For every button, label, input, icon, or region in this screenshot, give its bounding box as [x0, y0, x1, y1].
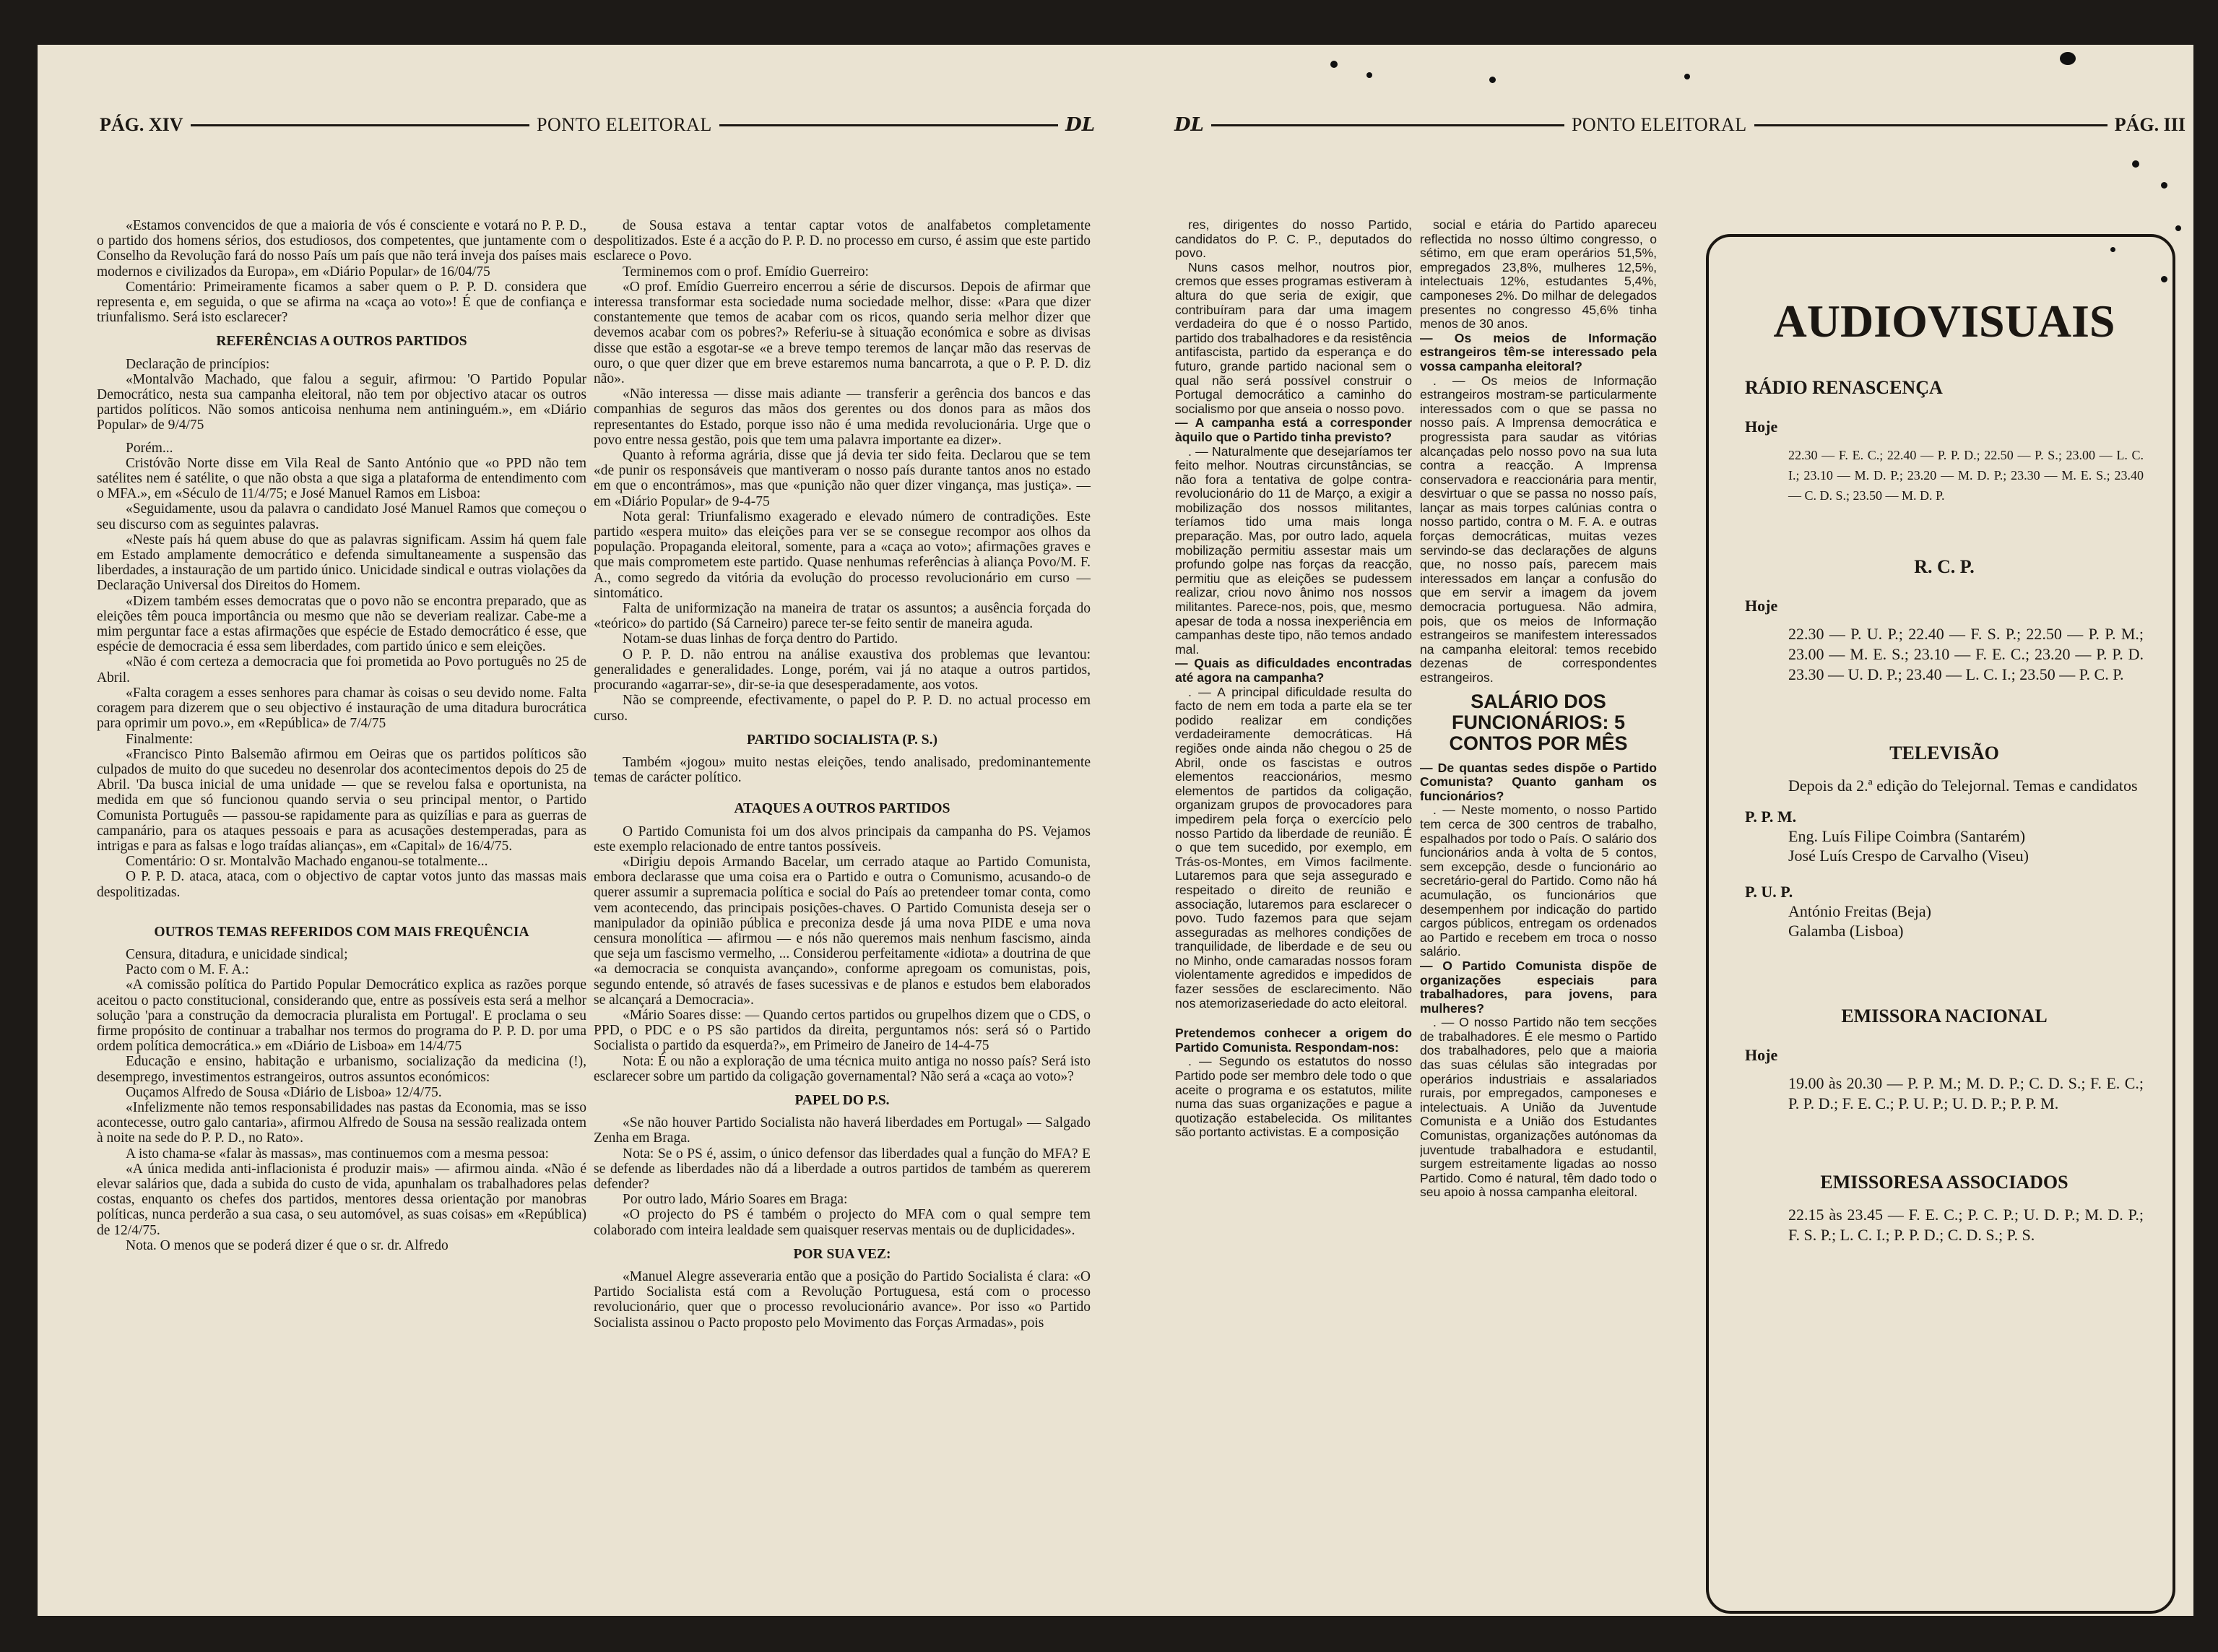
ink-spot: [2110, 247, 2115, 252]
section-heading: POR SUA VEZ:: [793, 1246, 891, 1262]
paragraph: Comentário: Primeiramente ficamos a saber quem o P. P. D. considera que representa e, em seguida, o que se afirma na «caça ao voto»! É que de confiança e triunfalismo. Será isto esclarecer?: [97, 279, 586, 326]
paragraph: . — Neste momento, o nosso Partido tem cerca de 300 centros de trabalho, espalhados por todo o País. O salário dos funcionários anda à volta de 5 contos, sem excepção, desde o funcionário ao secretário-geral do Partido. Como não há acumulação, os funcionários que desempenhem por indicação do partido cargos públicos, entregam os ordenados ao Partido e recebem em troca o nosso salário.: [1420, 803, 1657, 959]
paragraph: social e etária do Partido apareceu reflectida no nosso último congresso, o sétimo, em que eram operários 51,5%, empregados 23,8%, mulheres 12,5%, intelectuais 12%, estudantes 5,4%, camponeses 2%. Do milhar de delegados presentes no congresso 45,6% tinha menos de 30 anos.: [1420, 218, 1657, 332]
candidate-name: Galamba (Lisboa): [1788, 922, 1904, 940]
section-heading: PAPEL DO P.S.: [794, 1092, 890, 1108]
paragraph: «Francisco Pinto Balsemão afirmou em Oeiras que os partidos políticos são culpados de muito do que sucedeu no desenrolar dos acontecimentos depois do 25 de Abril. 'Da busca inicial de uma unidade — que se revelou falsa e oportunista, na medida em que só funcionou quando servia o seu principal mentor, o Partido Comunista Português — passou-se rapidamente para as quizílias e para as guerras de campanário, para os ataques pessoais e para as acusações destemperadas, para as intrigas e para as falsas e logo traídas alianças», em «Capital» de 16/4/75.: [97, 746, 586, 854]
header-rule: [1211, 124, 1564, 126]
header-rule: [191, 124, 529, 126]
paragraph: «A comissão política do Partido Popular Democrático explica as razões porque aceitou o pacto constitucional, considerando que, entre as possíveis esta será a melhor solução 'para a construção da democracia pluralista em Portugal'. E proclama o seu firme propósito de continuar a trabalhar nos termos do programa do P. P. D. por uma ordem política democrática.» em «Diário de Lisboa» em 14/4/75: [97, 977, 586, 1055]
section-title-left: PONTO ELEITORAL: [537, 114, 712, 135]
ink-spot: [2161, 182, 2167, 189]
station-heading: TELEVISÃO: [1889, 743, 1999, 764]
dl-logo: DL: [1065, 114, 1095, 136]
left-header: [100, 113, 1095, 137]
paragraph: Nota geral: Triunfalismo exagerado e elevado número de contradições. Este partido «espera muito» das eleições para ver se se consegue recompor aos olhos da população. Propaganda eleitoral, somente, para a «caça ao voto»; afirmações graves e que mais comprometem este partido. Quase nenhumas referências à aliança Povo/M. F. A., como segredo da vitória da evolução do processo revolucionário em curso — sintomático.: [594, 509, 1091, 601]
today-label: Hoje: [1745, 1046, 1778, 1064]
paragraph: Comentário: O sr. Montalvão Machado enganou-se totalmente...: [126, 854, 488, 870]
paragraph: «Não é com certeza a democracia que foi prometida ao Povo português no 25 de Abril.: [97, 654, 586, 686]
candidate-name: Eng. Luís Filipe Coimbra (Santarém): [1788, 827, 2026, 845]
paragraph: Terminemos com o prof. Emídio Guerreiro:: [623, 264, 869, 280]
paragraph: res, dirigentes do nosso Partido, candidatos do P. C. P., deputados do povo.: [1175, 218, 1412, 261]
paragraph: Porém...: [126, 440, 173, 456]
paragraph: «Dizem também esses democratas que o povo não se encontra preparado, que as eleições têm pouca importância ou mesmo que não se deveriam realizar. Cabe-me a mim perguntar face a estas afirmações que espécie de Estado democrático é esse, que espécie de democracia é essa sem liberdades, com partido único e sem eleições.: [97, 593, 586, 655]
interview-question: — O Partido Comunista dispõe de organizações especiais para trabalhadores, para jovens, para mulheres?: [1420, 958, 1657, 1016]
schedule-text: Depois da 2.ª edição do Telejornal. Temas e candidatos: [1788, 777, 2138, 795]
header-rule: [719, 124, 1058, 126]
station-heading: EMISSORESA ASSOCIADOS: [1820, 1172, 2068, 1193]
paragraph: «Não interessa — disse mais adiante — transferir a gerência dos bancos e das companhias de seguros das mãos dos gerentes ou dos donos para as mãos dos representantes do Estado, porque isso não é uma medida revolucionária. Urge que o povo entre nessa gestão, pois que tem uma palavra importante ea dizer».: [594, 386, 1091, 448]
page-label-left: PÁG. XIV: [100, 114, 183, 135]
paragraph: . — Os meios de Informação estrangeiros mostram-se particularmente interessados com o que se passa no nosso país. A Imprensa democrática e progressista para saudar as vitórias alcançadas pelo nosso povo na sua luta contra a reacção. A Imprensa conservadora e reaccionária para mentir, desvirtuar o que se passa no nosso país, lançar as mais torpes calúnias contra o nosso partido, contra o M. F. A. e outras forças democráticas, muitas vezes servindo-se das declarações de alguns que, no nosso país, parecem mais interessados em lançar a confusão do que em servir a imagem da jovem democracia portuguesa. Não admira, pois, que os meios de Informação estrangeiros se manifestem interessados na campanha eleitoral: temos recebido dezenas de correspondentes estrangeiros.: [1420, 373, 1657, 685]
paragraph: «A única medida anti-inflacionista é produzir mais» — afirmou ainda. «Não é elevar salários que, dada a subida do custo de vida, apunhalam os trabalhadores pelas costas, enquanto os chefes dos partidos, mentores dessa orientação por manobras políticas, nunca perderão a sua casa, o seu automóvel, as suas coisas» em «República) de 12/4/75.: [97, 1161, 586, 1238]
paragraph: «Infelizmente não temos responsabilidades nas pastas da Economia, mas se isso acontecesse, outro galo cantaria», afirmou Alfredo de Sousa na sessão realizada ontem à noite na sede do P. P. D., no Rato».: [97, 1099, 586, 1146]
paragraph: Por outro lado, Mário Soares em Braga:: [623, 1192, 848, 1208]
box-title: AUDIOVISUAIS: [1773, 295, 2115, 347]
paragraph: O P. P. D. ataca, ataca, com o objectivo de captar votos junto das massas mais despolitizadas.: [97, 869, 586, 900]
paragraph: O Partido Comunista foi um dos alvos principais da campanha do PS. Vejamos este exemplo relacionado de entre tantos possíveis.: [594, 823, 1091, 855]
ink-spot: [1330, 61, 1338, 68]
candidate-name: José Luís Crespo de Carvalho (Viseu): [1788, 847, 2029, 865]
station-heading: EMISSORA NACIONAL: [1841, 1006, 2048, 1026]
interview-question: Pretendemos conhecer a origem do Partido Comunista. Respondam-nos:: [1175, 1026, 1412, 1055]
interview-question: — Os meios de Informação estrangeiros têm-se interessado pela vossa campanha eleitoral?: [1420, 330, 1657, 373]
ink-spot: [1684, 74, 1690, 79]
section-heading: OUTROS TEMAS REFERIDOS COM MAIS FREQUÊNCIA: [154, 924, 529, 940]
today-label: Hoje: [1745, 418, 1778, 436]
paragraph: Nota. O menos que se poderá dizer é que o sr. dr. Alfredo: [126, 1237, 449, 1253]
ink-spot: [2132, 160, 2139, 168]
paragraph: «Falta coragem a esses senhores para chamar às coisas o seu devido nome. Falta coragem para dizerem que o seu objectivo é instauração de uma ditadura burocrática para oprimir um povo.», em «República» de 7/4/75: [97, 685, 586, 732]
ink-spot: [2060, 52, 2076, 65]
paragraph: . — Segundo os estatutos do nosso Partido pode ser membro dele todo o que aceite o programa e os estatutos, milite numa das suas organizações e pague a quotização estabelecida. Os militantes são portanto activistas. E a composição: [1175, 1054, 1412, 1140]
schedule-text: 22.30 — P. U. P.; 22.40 — F. S. P.; 22.50 — P. P. M.; 23.00 — M. E. S.; 23.10 — F. E. C.; 23.20 — P. P. D. 23.30 — U. D. P.; 23.40 — L. C. I.; 23.50 — P. C. P.: [1788, 625, 2144, 683]
paragraph: Falta de uniformização na maneira de tratar os assuntos; a ausência forçada do «teórico» do partido (Sá Carneiro) parece ter-se feito sentir de maneira aguda.: [594, 601, 1091, 632]
paragraph: de Sousa estava a tentar captar votos de analfabetos completamente despolitizados. Este é a acção do P. P. D. no processo em curso, é assim que este partido esclarece o Povo.: [594, 218, 1091, 264]
paragraph: «Estamos convencidos de que a maioria de vós é consciente e votará no P. P. D., o partido dos homens sérios, dos estudiosos, dos competentes, que juntamente com o Conselho da Revolução fará do nosso País um país que não terá inveja dos países mais modernos e civilizados da Europa», em «Diário Popular» de 16/04/75: [97, 218, 586, 280]
paragraph: Nota: Se o PS é, assim, o único defensor das liberdades qual a função do MFA? E se defende as liberdades não dá a liberdade a outros partidos de também as quererem defender?: [594, 1146, 1091, 1192]
schedule-text: 22.30 — F. E. C.; 22.40 — P. P. D.; 22.50 — P. S.; 23.00 — L. C. I.; 23.10 — M. D. P.; 23.20 — M. D. P.; 23.30 — M. E. S.; 23.40 — C. D. S.; 23.50 — M. D. P.: [1788, 448, 2144, 503]
paragraph: «O prof. Emídio Guerreiro encerrou a série de discursos. Depois de afirmar que interessa transformar esta sociedade numa sociedade melhor, disse: «Para que dizer constantemente que temos de acabar com os ricos, quando seria melhor dizer que devemos acabar com os pobres?» Referiu-se à situação económica e sobre as divisas disse que estão a esgotar-se «e a breve tempo teremos de lançar mão das reservas de ouro, o que quer dizer que em breve estaremos numa bancarrota, a que o P. P. D. diz não».: [594, 279, 1091, 387]
ink-spot: [1366, 72, 1372, 78]
paragraph: Quanto à reforma agrária, disse que já devia ter sido feita. Declarou que se tem «de punir os responsáveis que mantiveram o nosso país durante tantos anos no estado em que o encontrámos», mas que «punição não quer dizer vingança, mas justiça». — em «Diário Popular» de 9-4-75: [594, 448, 1091, 509]
paragraph: O P. P. D. não entrou na análise exaustiva dos problemas que levantou: generalidades e generalidades. Longe, porém, vai já no ataque a outros partidos, procurando «agarrar-se», dir-se-ia que desesperadamente, aos votos.: [594, 646, 1091, 693]
article-column-3: [1175, 218, 1412, 1612]
section-heading: ATAQUES A OUTROS PARTIDOS: [734, 801, 950, 817]
paragraph: «Dirigiu depois Armando Bacelar, um cerrado ataque ao Partido Comunista, embora declarasse que uma coisa era o Partido e outra o Comunismo, acusando-o de querer assumir a supremacia política e social do País ao pretendeer tomar conta, como vem acontecendo, das principais posições-chaves. O Partido Comunista deseja ser o manipulador da opinião pública e preconiza desde já uma nova PIDE e uma nova censura monolítica — afirmou — e nós não queremos mais nenhum fascismo, ainda que seja um fascismo vermelho, ... Considerou perfeitamente «idiota» a doutrina de que «a democracia se conquista avançando», conforme apregoam os comunistas, pois, segundo entende, só através de fases sucessivas e de planos e estudos bem elaborados se alcançará a Democracia».: [594, 854, 1091, 1008]
paragraph: Educação e ensino, habitação e urbanismo, socialização da medicina (!), desemprego, investimentos estrangeiros, outros assuntos económicos:: [97, 1054, 586, 1085]
ink-spot: [2175, 225, 2181, 231]
paragraph: Notam-se duas linhas de força dentro do Partido.: [623, 631, 898, 647]
paragraph: . — A principal dificuldade resulta do facto de nem em toda a parte ela se ter podido realizar em condições verdadeiramente democráticas. Há regiões onde ainda não chegou o 25 de Abril, onde os fascistas e outros elementos reaccionários, mesmo elementos de partidos da coligação, organizam grupos de provocadores para impedirem pela força o exercício pelo nosso Partido da liberdade de reunião. É o que tem sucedido, por exemplo, em Trás-os-Montes, em Vimos facilmente. Lutaremos para que seja assegurado e respeitado o direito de reunião e associação, lutaremos para esclarecer o povo. Tudo fazemos para que sejam asseguradas as melhores condições de tranquilidade, de liberdade e de seu ou no Minho, onde camaradas nossos foram violentamente agredidos e impedidos de fazer sessões de esclarecimento. Não nos atemorizaseriedade do acto eleitoral.: [1175, 684, 1412, 1011]
interview-question: — De quantas sedes dispõe o Partido Comunista? Quanto ganham os funcionários?: [1420, 760, 1657, 803]
interview-question: — A campanha está a corresponder àquilo que o Partido tinha previsto?: [1175, 415, 1412, 444]
section-title-right: PONTO ELEITORAL: [1571, 114, 1747, 135]
paragraph: Também «jogou» muito nestas eleições, tendo analisado, predominantemente temas de carácter político.: [594, 754, 1091, 786]
article-column-4: [1420, 218, 1657, 1612]
paragraph: Não se compreende, efectivamente, o papel do P. P. D. no actual processo em curso.: [594, 693, 1091, 724]
paragraph: «Montalvão Machado, que falou a seguir, afirmou: 'O Partido Popular Democrático, nesta sua campanha eleitoral, não tem por objectivo atacar os outros partidos políticos. Não somos anticoisa nenhuma nem antininguém.», em «Diário Popular» de 9/4/75: [97, 371, 586, 433]
right-header: [1174, 113, 2185, 137]
party-label: P. P. M.: [1745, 808, 1797, 826]
paragraph: Pacto com o M. F. A.:: [126, 962, 249, 978]
paragraph: «Se não houver Partido Socialista não haverá liberdades em Portugal» — Salgado Zenha em Braga.: [594, 1115, 1091, 1146]
station-heading: R. C. P.: [1914, 556, 1975, 577]
schedule-text: 19.00 às 20.30 — P. P. M.; M. D. P.; C. D. S.; F. E. C.; P. P. D.; F. E. C.; P. U. P.; U. D. P.; P. P. M.: [1788, 1074, 2144, 1112]
article-column-1: [97, 218, 586, 1612]
interview-question: — Quais as dificuldades encontradas até agora na campanha?: [1175, 656, 1412, 685]
paragraph: Cristóvão Norte disse em Vila Real de Santo António que «o PPD não tem satélites nem é satélite, o que não obsta a que siga a plataforma de entendimento com o MFA.», em «Século de 11/4/75; e José Manuel Ramos em Lisboa:: [97, 455, 586, 502]
paragraph: Censura, ditadura, e unicidade sindical;: [126, 946, 348, 962]
today-label: Hoje: [1745, 597, 1778, 615]
paragraph: «Neste país há quem abuse do que as palavras significam. Assim há quem fale em Estado amplamente democrático e defenda simultaneamente a suspensão das liberdades, a instauração de um partido único. Unicidade sindical e outras violações da Declaração Universal dos Direitos do Homem.: [97, 532, 586, 594]
paragraph: A isto chama-se «falar às massas», mas continuemos com a mesma pessoa:: [126, 1146, 549, 1162]
article-column-2: [594, 218, 1091, 1612]
paragraph: Nota: É ou não a exploração de uma técnica muito antiga no nosso país? Será isto esclarecer sobre um partido da coligação governamental? Não será a «caça ao voto»?: [594, 1053, 1091, 1084]
paragraph: . — Naturalmente que desejaríamos ter feito melhor. Noutras circunstâncias, se não fora a tentativa de golpe contra-revolucionário do 11 de Março, a exigir a mobilização dos nossos militantes, teríamos tido uma mais longa preparação. Mas, por outro lado, aquela mobilização permitiu assestar mais um profundo golpe nas forças da reacção, permitiu que as eleições se pudessem realizar, criou novo ânimo nos nossos militantes. Parece-nos, pois, que, mesmo apesar de toda a nossa inexperiência em campanhas deste tipo, não temos andado mal.: [1175, 444, 1412, 657]
audiovisuais-box: [1706, 234, 2175, 1614]
salary-headline: SALÁRIO DOS FUNCIONÁRIOS: 5 CONTOS POR MÊS: [1449, 690, 1628, 754]
station-heading: RÁDIO RENASCENÇA: [1745, 377, 1943, 398]
paragraph: Declaração de princípios:: [126, 356, 270, 372]
newspaper-sheet: [38, 45, 2193, 1616]
paragraph: «Manuel Alegre asseveraria então que a posição do Partido Socialista é clara: «O Partido Socialista está com a Revolução Portuguesa, está com o processo revolucionário, quer que o processo revolucionário avance». Por isso «o Partido Socialista assinou o Pacto proposto pelo Movimento das Forças Armadas», pois: [594, 1269, 1091, 1331]
paragraph: Finalmente:: [126, 731, 194, 747]
section-heading: PARTIDO SOCIALISTA (P. S.): [747, 732, 937, 748]
paragraph: . — O nosso Partido não tem secções de trabalhadores. É ele mesmo o Partido dos trabalhadores, pelo que a maioria das suas células são integradas por operários industriais e assalariados rurais, por empregados, camponeses e intelectuais. A União da Juventude Comunista e a União dos Estudantes Comunistas, organizações autónomas da juventude trabalhadora e estudantil, surgem estreitamente ligadas ao nosso Partido. Como é natural, têm dado todo o seu apoio à nossa campanha eleitoral.: [1420, 1015, 1657, 1200]
ink-spot: [1489, 77, 1496, 83]
schedule-text: 22.15 às 23.45 — F. E. C.; P. C. P.; U. D. P.; M. D. P.; F. S. P.; L. C. I.; P. P. D.; C. D. S.; P. S.: [1788, 1206, 2144, 1244]
ink-spot: [2161, 276, 2167, 282]
dl-logo: DL: [1174, 114, 1204, 136]
paragraph: «Seguidamente, usou da palavra o candidato José Manuel Ramos que começou o seu discurso com as seguintes palavras.: [97, 501, 586, 532]
candidate-name: António Freitas (Beja): [1788, 902, 1931, 920]
page-label-right: PÁG. III: [2114, 114, 2185, 135]
section-heading: REFERÊNCIAS A OUTROS PARTIDOS: [216, 334, 467, 350]
party-label: P. U. P.: [1745, 883, 1793, 901]
header-rule: [1754, 124, 2107, 126]
paragraph: Ouçamos Alfredo de Sousa «Diário de Lisboa» 12/4/75.: [126, 1084, 442, 1100]
paragraph: «O projecto do PS é também o projecto do MFA com o qual sempre tem colaborado com inteira lealdade sem quaisquer reservas mentais ou de duplicidades».: [594, 1207, 1091, 1238]
paragraph: «Mário Soares disse: — Quando certos partidos ou grupelhos dizem que o CDS, o PPD, o PDC e o PS são partidos da direita, perguntamos nós: será só o Partido Socialista o partido da esquerda?», em Primeiro de Janeiro de 14-4-75: [594, 1007, 1091, 1054]
paragraph: Nuns casos melhor, noutros pior, cremos que esses programas estiveram à altura do que seria de exigir, que contribuíram para dar uma imagem verdadeira do que é o nosso Partido, partido dos trabalhadores e da resistência antifascista, partido da esperança e do futuro, grande partido nacional sem o qual não será possível construir o Portugal democrático a caminho do socialismo por que anseia o nosso povo.: [1175, 259, 1412, 416]
